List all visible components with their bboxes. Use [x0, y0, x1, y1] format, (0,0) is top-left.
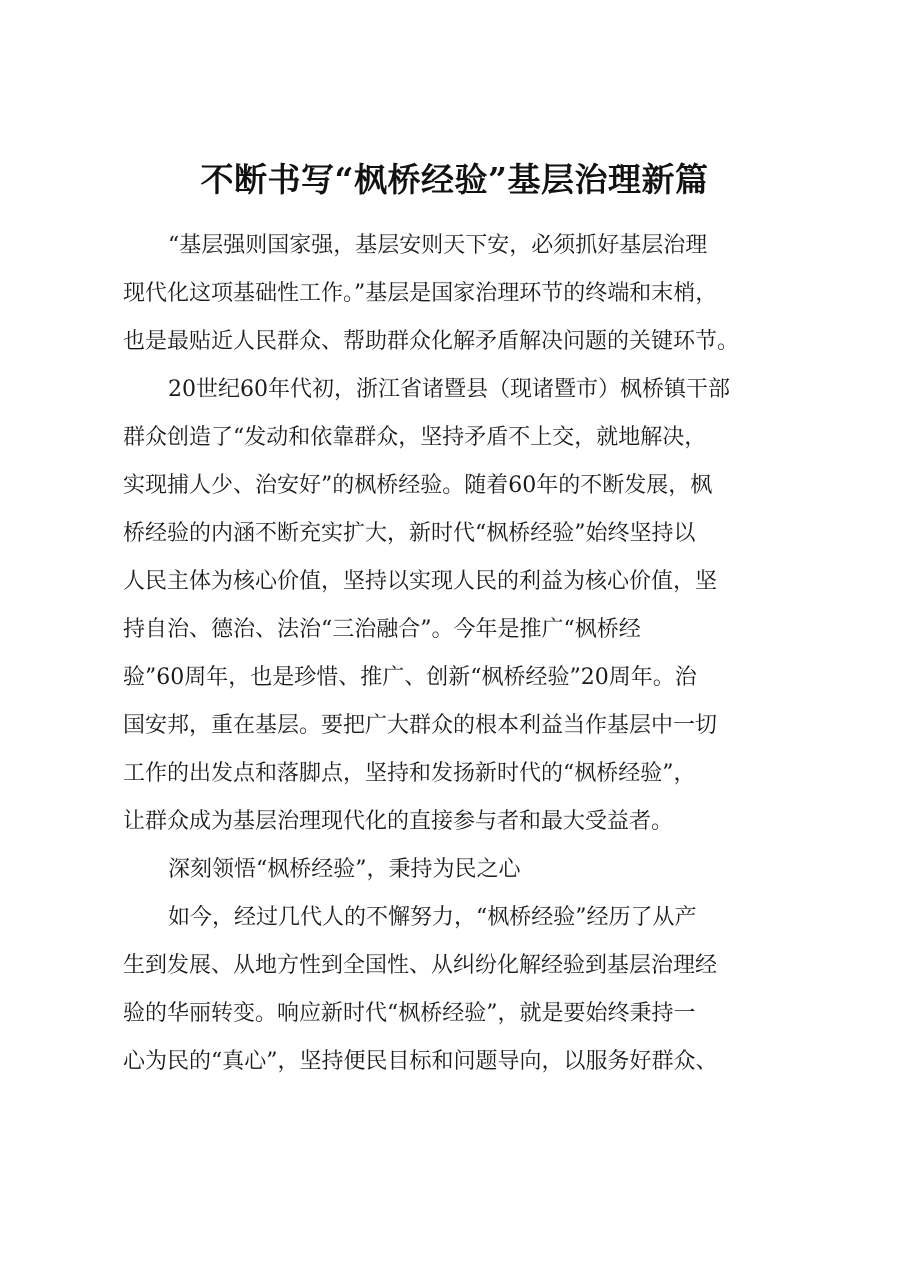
paragraph-line: 持自治、德治、法治“三治融合”。今年是推广“枫桥经 — [123, 617, 641, 642]
paragraph-line: 人民主体为核心价值，坚持以实现人民的利益为核心价值，坚 — [123, 569, 718, 594]
paragraph-line: 如今，经过几代人的不懈努力，“枫桥经验”经历了从产 — [168, 905, 697, 930]
paragraph-line: 验的华丽转变。响应新时代“枫桥经验”，就是要始终秉持一 — [123, 1001, 696, 1026]
paragraph-line: 群众创造了“发动和依靠群众，坚持矛盾不上交，就地解决， — [123, 425, 707, 450]
document-title: 不断书写“枫桥经验”基层治理新篇 — [200, 160, 709, 199]
paragraph-line: 20世纪60年代初，浙江省诸暨县（现诸暨市）枫桥镇干部 — [168, 377, 730, 402]
paragraph-line: 让群众成为基层治理现代化的直接参与者和最大受益者。 — [123, 809, 674, 834]
paragraph-line: 实现捕人少、治安好”的枫桥经验。随着60年的不断发展，枫 — [123, 473, 713, 498]
paragraph-line: 工作的出发点和落脚点，坚持和发扬新时代的“枫桥经验”， — [123, 761, 696, 786]
paragraph-line: 也是最贴近人民群众、帮助群众化解矛盾解决问题的关键环节。 — [123, 329, 740, 354]
paragraph-line: 现代化这项基础性工作。”基层是国家治理环节的终端和末梢， — [123, 281, 718, 306]
paragraph-line: “基层强则国家强，基层安则天下安，必须抓好基层治理 — [168, 233, 708, 258]
paragraph-line: 验”60周年，也是珍惜、推广、创新“枫桥经验”20周年。治 — [123, 665, 697, 690]
paragraph-line: 国安邦，重在基层。要把广大群众的根本利益当作基层中一切 — [123, 713, 718, 738]
paragraph-line: 心为民的“真心”，坚持便民目标和问题导向，以服务好群众、 — [123, 1049, 718, 1074]
section-heading: 深刻领悟“枫桥经验”，秉持为民之心 — [168, 857, 521, 882]
paragraph-line: 桥经验的内涵不断充实扩大，新时代“枫桥经验”始终坚持以 — [123, 521, 696, 546]
paragraph-line: 生到发展、从地方性到全国性、从纠纷化解经验到基层治理经 — [123, 953, 718, 978]
